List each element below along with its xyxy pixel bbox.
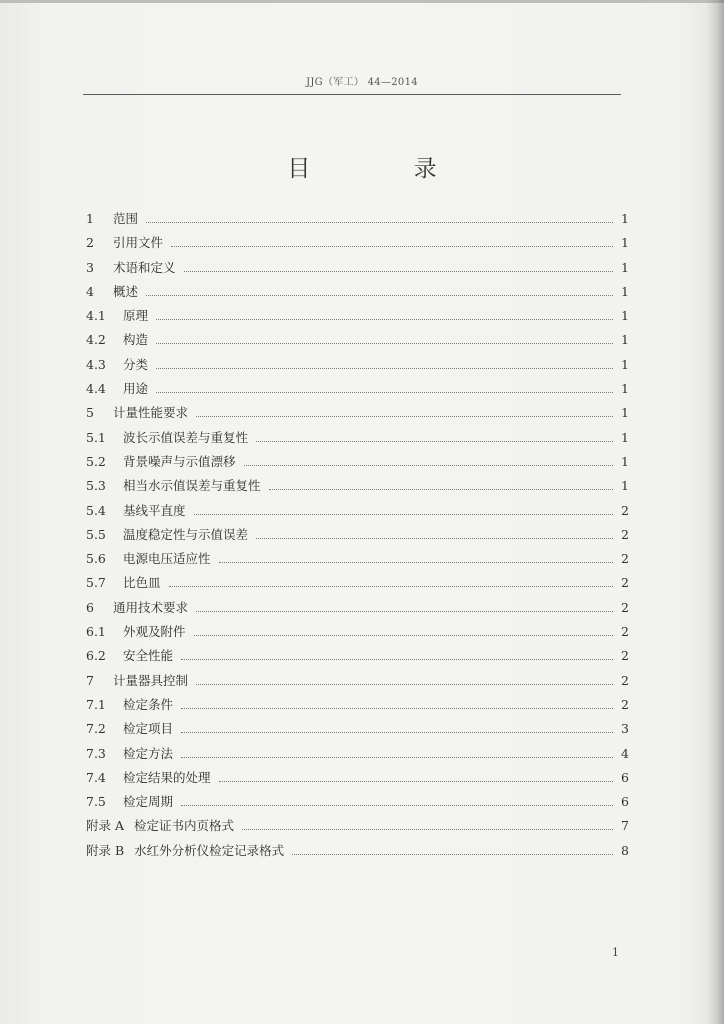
toc-entry-label: 范围 bbox=[113, 211, 139, 226]
toc-entry[interactable] bbox=[86, 768, 629, 792]
page-title: 目 录 bbox=[287, 156, 485, 182]
toc-entry-label: 检定证书内页格式 bbox=[134, 818, 235, 834]
toc-leader-dots bbox=[181, 731, 613, 733]
toc-entry[interactable] bbox=[86, 695, 629, 719]
toc-entry-page: 1 bbox=[621, 381, 629, 397]
toc-entry[interactable] bbox=[86, 306, 629, 330]
toc-leader-dots bbox=[219, 780, 613, 782]
toc-entry-page: 1 bbox=[621, 356, 629, 372]
toc-leader-dots bbox=[292, 853, 613, 855]
toc-leader-dots bbox=[146, 294, 613, 296]
toc-entry-label: 检定结果的处理 bbox=[123, 769, 211, 785]
toc-entry-number: 7 bbox=[86, 672, 94, 688]
toc-entry-page: 1 bbox=[621, 283, 629, 299]
toc-entry-number: 1 bbox=[86, 211, 94, 226]
toc-entry-page: 1 bbox=[621, 478, 629, 494]
toc-entry-label: 通用技术要求 bbox=[113, 599, 189, 615]
toc-entry[interactable] bbox=[86, 841, 629, 865]
toc-leader-dots bbox=[181, 658, 613, 660]
toc-entry-number: 4.1 bbox=[86, 308, 106, 324]
toc-leader-dots bbox=[256, 537, 613, 539]
toc-entry-page: 7 bbox=[621, 818, 629, 834]
toc-entry-page: 2 bbox=[621, 575, 629, 591]
toc-entry-number: 5.6 bbox=[86, 551, 106, 567]
toc-entry[interactable] bbox=[86, 646, 629, 670]
toc-entry[interactable] bbox=[86, 355, 629, 379]
toc-entry-page: 2 bbox=[621, 624, 629, 640]
toc-leader-dots bbox=[194, 513, 613, 515]
toc-entry-page: 3 bbox=[621, 721, 629, 737]
toc-leader-dots bbox=[242, 828, 613, 830]
toc-entry[interactable] bbox=[86, 525, 629, 549]
toc-entry-number: 7.2 bbox=[86, 721, 106, 737]
toc-entry-number: 7.4 bbox=[86, 769, 106, 785]
toc-entry[interactable] bbox=[86, 403, 629, 427]
toc-entry-page: 1 bbox=[621, 211, 629, 226]
toc-entry[interactable] bbox=[86, 598, 629, 622]
toc-leader-dots bbox=[256, 440, 613, 442]
toc-entry-label: 检定周期 bbox=[123, 794, 174, 810]
toc-entry-label: 检定条件 bbox=[123, 696, 174, 712]
toc-entry-page: 4 bbox=[621, 745, 629, 761]
toc-entry-number: 5.5 bbox=[86, 526, 106, 542]
toc-entry-label: 比色皿 bbox=[123, 575, 161, 591]
toc-entry-number: 4.2 bbox=[86, 332, 106, 348]
toc-leader-dots bbox=[146, 221, 613, 223]
toc-entry-number: 5.7 bbox=[86, 575, 106, 591]
toc-entry-page: 1 bbox=[621, 235, 629, 251]
toc-entry-page: 2 bbox=[621, 672, 629, 688]
toc-entry[interactable] bbox=[86, 671, 629, 695]
toc-entry-page: 1 bbox=[621, 332, 629, 348]
toc-entry-label: 外观及附件 bbox=[123, 624, 186, 640]
toc-entry-number: 6 bbox=[86, 599, 94, 615]
toc-leader-dots bbox=[196, 683, 613, 685]
toc-entry-label: 计量性能要求 bbox=[113, 405, 189, 421]
toc-entry[interactable] bbox=[86, 428, 629, 452]
page-number: 1 bbox=[612, 946, 619, 959]
toc-entry-number: 5.1 bbox=[86, 429, 106, 445]
toc-entry-label: 用途 bbox=[123, 381, 149, 397]
toc-leader-dots bbox=[244, 464, 613, 466]
scan-top-edge bbox=[0, 0, 724, 3]
toc-leader-dots bbox=[181, 756, 613, 758]
toc-entry[interactable] bbox=[86, 744, 629, 768]
running-header: JJG（军工） 44—2014 bbox=[306, 77, 418, 88]
toc-entry-label: 温度稳定性与示值误差 bbox=[123, 526, 249, 542]
toc-entry[interactable] bbox=[86, 209, 629, 233]
toc-leader-dots bbox=[196, 415, 613, 417]
toc-leader-dots bbox=[194, 634, 613, 636]
toc-leader-dots bbox=[184, 270, 613, 272]
toc-entry-page: 2 bbox=[621, 696, 629, 712]
toc-entry-number: 4.3 bbox=[86, 356, 106, 372]
toc-entry[interactable] bbox=[86, 573, 629, 597]
toc-entry-page: 1 bbox=[621, 259, 629, 275]
toc-entry-page: 1 bbox=[621, 429, 629, 445]
toc-entry-number: 附录 A bbox=[86, 818, 125, 834]
toc-entry-label: 原理 bbox=[123, 308, 149, 324]
toc-entry-page: 6 bbox=[621, 794, 629, 810]
toc-leader-dots bbox=[219, 561, 613, 563]
toc-entry-label: 检定项目 bbox=[123, 721, 174, 737]
toc-entry-number: 7.5 bbox=[86, 794, 106, 810]
toc-entry[interactable] bbox=[86, 816, 629, 840]
toc-entry-label: 概述 bbox=[113, 283, 139, 299]
toc-entry-number: 7.3 bbox=[86, 745, 106, 761]
toc-entry-label: 计量器具控制 bbox=[113, 672, 189, 688]
header-rule bbox=[83, 94, 621, 95]
toc-entry-label: 背景噪声与示值漂移 bbox=[123, 453, 236, 469]
toc-entry-page: 2 bbox=[621, 648, 629, 664]
toc-entry-number: 7.1 bbox=[86, 696, 106, 712]
table-of-contents bbox=[86, 209, 629, 865]
toc-entry[interactable] bbox=[86, 622, 629, 646]
toc-leader-dots bbox=[269, 488, 613, 490]
toc-entry-page: 8 bbox=[621, 842, 629, 858]
toc-entry[interactable] bbox=[86, 476, 629, 500]
toc-entry-number: 6.2 bbox=[86, 648, 106, 664]
toc-entry[interactable] bbox=[86, 719, 629, 743]
toc-entry-label: 检定方法 bbox=[123, 745, 174, 761]
toc-entry-number: 3 bbox=[86, 259, 94, 275]
toc-entry-label: 术语和定义 bbox=[113, 259, 176, 275]
toc-entry-label: 波长示值误差与重复性 bbox=[123, 429, 249, 445]
toc-entry-number: 4.4 bbox=[86, 381, 106, 397]
toc-leader-dots bbox=[156, 367, 613, 369]
toc-entry-label: 安全性能 bbox=[123, 648, 174, 664]
toc-entry-number: 5.3 bbox=[86, 478, 106, 494]
toc-entry-label: 引用文件 bbox=[113, 235, 164, 251]
toc-entry-page: 2 bbox=[621, 526, 629, 542]
toc-entry-label: 电源电压适应性 bbox=[123, 551, 211, 567]
toc-entry-label: 相当水示值误差与重复性 bbox=[123, 478, 261, 494]
toc-leader-dots bbox=[171, 245, 613, 247]
toc-entry-page: 2 bbox=[621, 502, 629, 518]
toc-entry[interactable] bbox=[86, 379, 629, 403]
toc-entry-number: 5.4 bbox=[86, 502, 106, 518]
toc-entry[interactable] bbox=[86, 282, 629, 306]
toc-leader-dots bbox=[156, 391, 613, 393]
toc-entry-number: 附录 B bbox=[86, 842, 125, 858]
toc-entry-number: 5 bbox=[86, 405, 94, 421]
toc-entry-number: 5.2 bbox=[86, 453, 106, 469]
toc-entry[interactable] bbox=[86, 501, 629, 525]
toc-entry-label: 基线平直度 bbox=[123, 502, 186, 518]
toc-entry-page: 6 bbox=[621, 769, 629, 785]
toc-entry-page: 1 bbox=[621, 308, 629, 324]
toc-leader-dots bbox=[156, 318, 613, 320]
toc-leader-dots bbox=[196, 610, 613, 612]
toc-entry-page: 2 bbox=[621, 599, 629, 615]
toc-entry-label: 分类 bbox=[123, 356, 149, 372]
toc-leader-dots bbox=[181, 804, 613, 806]
toc-entry-number: 2 bbox=[86, 235, 94, 251]
toc-leader-dots bbox=[156, 342, 613, 344]
toc-entry-label: 水红外分析仪检定记录格式 bbox=[134, 842, 285, 858]
toc-entry-page: 1 bbox=[621, 453, 629, 469]
toc-entry[interactable] bbox=[86, 233, 629, 257]
toc-entry[interactable] bbox=[86, 452, 629, 476]
toc-entry-page: 2 bbox=[621, 551, 629, 567]
toc-leader-dots bbox=[181, 707, 613, 709]
toc-entry[interactable] bbox=[86, 330, 629, 354]
toc-entry-number: 4 bbox=[86, 283, 94, 299]
toc-entry[interactable] bbox=[86, 258, 629, 282]
toc-entry[interactable] bbox=[86, 549, 629, 573]
toc-entry-page: 1 bbox=[621, 405, 629, 421]
toc-entry-label: 构造 bbox=[123, 332, 149, 348]
toc-leader-dots bbox=[169, 585, 613, 587]
toc-entry-number: 6.1 bbox=[86, 624, 106, 640]
toc-entry[interactable] bbox=[86, 792, 629, 816]
